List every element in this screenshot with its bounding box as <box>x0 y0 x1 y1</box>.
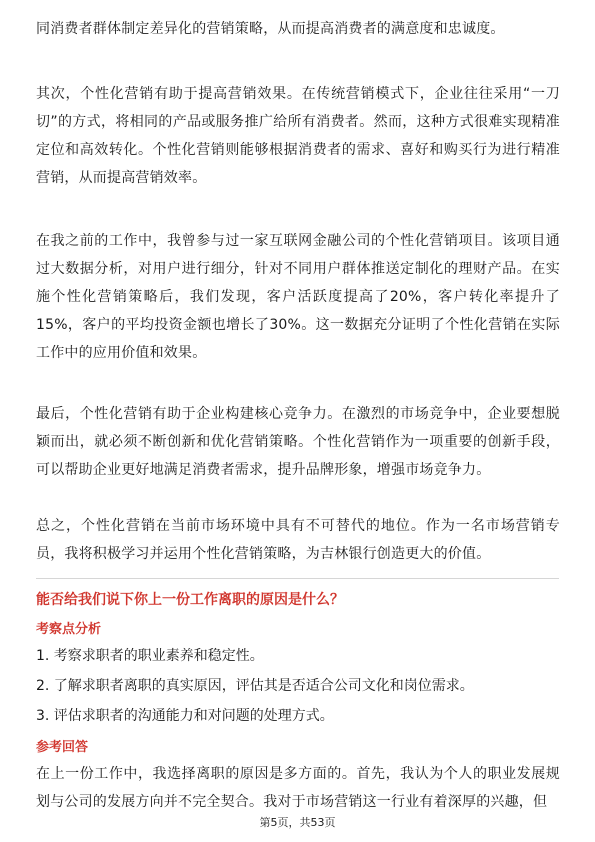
body-paragraph: 同消费者群体制定差异化的营销策略，从而提高消费者的满意度和忠诚度。 <box>36 21 505 37</box>
analysis-item: 1. 考察求职者的职业素养和稳定性。 <box>36 648 264 664</box>
body-paragraph: 其次，个性化营销有助于提高营销效果。在传统营销模式下，企业往往采用“一刀切”的方式，将相同的产品或服务推广给所有消费者。然而，这种方式很难实现精准定位和高效转化。个性化营销则能够根据消费者的需求、喜好和购买行为进行精准营销，从而提高营销效率。 <box>36 86 560 186</box>
body-paragraph: 在我之前的工作中，我曾参与过一家互联网金融公司的个性化营销项目。该项目通过大数据分析，对用户进行细分，针对不同用户群体推送定制化的理财产品。在实施个性化营销策略后，我们发现，客户活跃度提高了20%，客户转化率提升了15%，客户的平均投资金额也增长了30%。这一数据充分证明了个性化营销在实际工作中的应用价值和效果。 <box>36 233 560 361</box>
body-paragraph: 最后，个性化营销有助于企业构建核心竞争力。在激烈的市场竞争中，企业要想脱颖而出，就必须不断创新和优化营销策略。个性化营销作为一项重要的创新手段，可以帮助企业更好地满足消费者需求，提升品牌形象，增强市场竞争力。 <box>36 406 560 478</box>
interview-question: 能否给我们说下你上一份工作离职的原因是什么？ <box>36 592 344 608</box>
section-divider <box>36 578 559 579</box>
answer-heading: 参考回答 <box>36 740 89 755</box>
answer-paragraph: 在上一份工作中，我选择离职的原因是多方面的。首先，我认为个人的职业发展规划与公司的发展方向并不完全契合。我对于市场营销这一行业有着深厚的兴趣，但 <box>36 766 560 810</box>
analysis-item: 2. 了解求职者离职的真实原因，评估其是否适合公司文化和岗位需求。 <box>36 678 474 694</box>
page-number: 第5页，共53页 <box>259 816 336 829</box>
analysis-heading: 考察点分析 <box>36 622 102 637</box>
body-paragraph: 总之，个性化营销在当前市场环境中具有不可替代的地位。作为一名市场营销专员，我将积极学习并运用个性化营销策略，为吉林银行创造更大的价值。 <box>36 518 560 562</box>
analysis-item: 3. 评估求职者的沟通能力和对问题的处理方式。 <box>36 708 334 724</box>
